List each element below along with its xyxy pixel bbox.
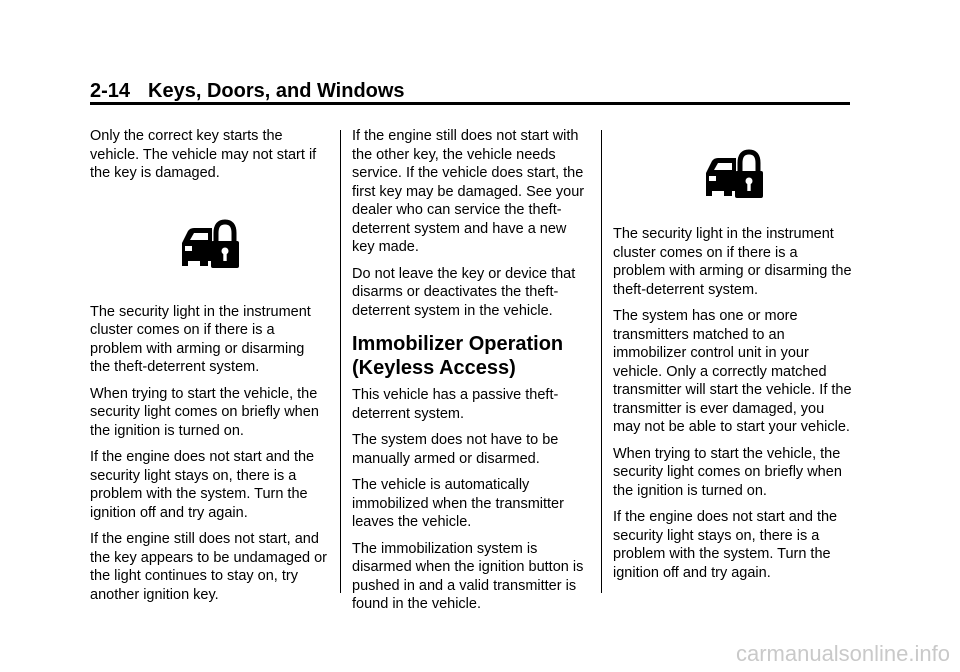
column-divider-1 bbox=[340, 130, 341, 593]
column-2 bbox=[352, 127, 592, 622]
column-3 bbox=[613, 127, 853, 590]
paragraph: The system has one or more transmitters matched to an immobilizer control unit in your vehicle. Only a correctly matched transmitter will start the vehicle. If the transmitter is ever damaged, you may not be able to start your vehicle. bbox=[613, 308, 852, 435]
paragraph: The security light in the instrument cluster comes on if there is a problem with arming or disarming the theft-deterrent system. bbox=[613, 226, 852, 298]
security-light-icon-wrap bbox=[90, 191, 328, 271]
column-divider-2 bbox=[601, 130, 602, 593]
paragraph: The system does not have to be manually armed or disarmed. bbox=[352, 432, 559, 467]
security-light-icon bbox=[178, 219, 240, 269]
paragraph: When trying to start the vehicle, the security light comes on briefly when the ignition is turned on. bbox=[613, 445, 842, 499]
paragraph: When trying to start the vehicle, the security light comes on briefly when the ignition is turned on. bbox=[90, 385, 319, 439]
security-light-icon bbox=[702, 149, 764, 199]
paragraph: Do not leave the key or device that disarms or deactivates the theft-deterrent system in the vehicle. bbox=[352, 265, 576, 319]
page-number: 2-14 bbox=[90, 80, 131, 102]
paragraph: If the engine does not start and the security light stays on, there is a problem with the system. Turn the ignition off and try again. bbox=[613, 509, 838, 581]
security-light-icon-wrap bbox=[613, 127, 853, 199]
paragraph: If the engine still does not start, and the key appears to be undamaged or the light continues to stay on, try another ignition key. bbox=[90, 531, 327, 603]
paragraph: The immobilization system is disarmed when the ignition button is pushed in and a valid transmitter is found in the vehicle. bbox=[352, 540, 584, 612]
watermark: carmanualsonline.info bbox=[735, 641, 950, 666]
paragraph: This vehicle has a passive theft-deterrent system. bbox=[352, 387, 559, 422]
paragraph: The security light in the instrument cluster comes on if there is a problem with arming or disarming the theft-deterrent system. bbox=[90, 303, 311, 375]
paragraph: Only the correct key starts the vehicle. The vehicle may not start if the key is damaged. bbox=[90, 128, 317, 181]
column-1 bbox=[90, 127, 328, 612]
header-rule bbox=[90, 102, 850, 105]
paragraph: If the engine still does not start with the other key, the vehicle needs service. If the vehicle does start, the first key may be damaged. See your dealer who can service the theft-deterrent system and have a new key made. bbox=[352, 128, 585, 255]
paragraph: The vehicle is automatically immobilized when the transmitter leaves the vehicle. bbox=[352, 477, 564, 530]
section-heading: Immobilizer Operation (Keyless Access) bbox=[352, 333, 564, 379]
section-title: Keys, Doors, and Windows bbox=[148, 80, 405, 102]
paragraph: If the engine does not start and the security light stays on, there is a problem with the system. Turn the ignition off and try again. bbox=[90, 449, 315, 521]
